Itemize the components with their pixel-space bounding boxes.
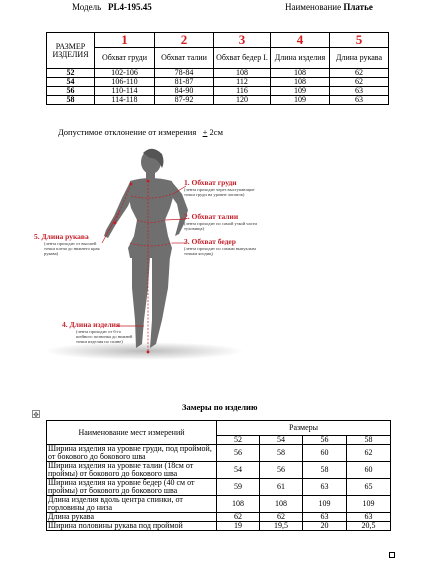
table-row <box>47 479 391 496</box>
table-cell: 112 <box>214 78 271 87</box>
table-cell: 20 <box>303 522 347 531</box>
table-row <box>47 69 389 78</box>
table-cell: 84-90 <box>155 87 214 96</box>
plus-minus-sign: + <box>202 127 208 137</box>
col-number-4: 4 <box>271 33 330 48</box>
table-cell: 87-92 <box>155 96 214 105</box>
table-cell: 58 <box>303 462 347 479</box>
size-corner-label: РАЗМЕР ИЗДЕЛИЯ <box>47 33 95 69</box>
row-label: Ширина половины рукава под проймой <box>47 522 217 531</box>
size-cell: 52 <box>47 69 95 78</box>
table-cell: 62 <box>330 69 389 78</box>
tolerance-note <box>58 127 223 137</box>
table-resize-handle[interactable] <box>389 552 395 558</box>
size-col-header: 52 <box>217 436 260 445</box>
table-cell: 65 <box>347 479 391 496</box>
table-cell: 109 <box>347 496 391 513</box>
name-value: Платье <box>343 2 373 12</box>
table-cell: 63 <box>330 87 389 96</box>
table-cell: 62 <box>217 513 260 522</box>
table-cell: 54 <box>217 462 260 479</box>
row-label: Длина рукава <box>47 513 217 522</box>
table-cell: 108 <box>260 496 303 513</box>
name-line <box>285 2 373 12</box>
size-cell: 58 <box>47 96 95 105</box>
table-cell: 56 <box>217 445 260 462</box>
callout-desc: (лента проходит по самым выпуклым точкам ягодиц) <box>184 246 256 256</box>
table-cell: 63 <box>347 513 391 522</box>
table-row <box>47 87 389 96</box>
table-cell: 108 <box>271 69 330 78</box>
table-cell: 62 <box>347 445 391 462</box>
woman-silhouette <box>104 149 188 348</box>
table-cell: 20,5 <box>347 522 391 531</box>
col-header-sleeve: Длина рукава <box>330 48 389 69</box>
callout-title: 3. Обхват бедер <box>184 237 236 246</box>
table-cell: 56 <box>260 462 303 479</box>
table-cell: 109 <box>303 496 347 513</box>
callout-desc: (лента проходит через выступающие точки груди на уровне лопаток) <box>184 187 255 197</box>
table-cell: 109 <box>271 87 330 96</box>
callout-desc: (лента проходит от 6-го шейного позвонка до нижней точки изделия по спине) <box>76 329 133 344</box>
callout-title: 1. Обхват груди <box>184 178 237 187</box>
col-header-length: Длина изделия <box>271 48 330 69</box>
table-row <box>47 445 391 462</box>
size-table <box>46 32 389 105</box>
size-cell: 54 <box>47 78 95 87</box>
measure-table <box>46 420 391 531</box>
callout-length <box>62 320 152 344</box>
table-cell: 106-110 <box>95 78 155 87</box>
table-cell: 58 <box>260 445 303 462</box>
table-cell: 102-106 <box>95 69 155 78</box>
table-cell: 62 <box>260 513 303 522</box>
row-label: Ширина изделия на уровне бедер (40 см от проймы) от бокового до бокового шва <box>47 479 217 496</box>
table-cell: 62 <box>330 78 389 87</box>
col-number-5: 5 <box>330 33 389 48</box>
table-row <box>47 462 391 479</box>
table-cell: 108 <box>217 496 260 513</box>
measure-table-title: Замеры по изделию <box>182 402 258 412</box>
table-cell: 63 <box>303 513 347 522</box>
table-cell: 114-118 <box>95 96 155 105</box>
tolerance-value: 2см <box>207 127 223 137</box>
table-cell: 108 <box>214 69 271 78</box>
col-number-3: 3 <box>214 33 271 48</box>
table-cell: 63 <box>330 96 389 105</box>
table-row <box>47 496 391 513</box>
callout-hips <box>184 237 324 256</box>
table-row <box>47 78 389 87</box>
size-col-header: 54 <box>260 436 303 445</box>
callout-chest <box>184 178 324 197</box>
table-cell: 63 <box>303 479 347 496</box>
callout-title: 2. Обхват талии <box>184 212 239 221</box>
callout-sleeve <box>34 232 104 256</box>
table-cell: 108 <box>271 78 330 87</box>
size-col-header: 56 <box>303 436 347 445</box>
table-cell: 120 <box>214 96 271 105</box>
model-value: PL4-195.45 <box>107 2 152 12</box>
col-number-1: 1 <box>95 33 155 48</box>
table-cell: 116 <box>214 87 271 96</box>
table-cell: 60 <box>303 445 347 462</box>
size-cell: 56 <box>47 87 95 96</box>
col-header-chest: Обхват груди <box>95 48 155 69</box>
floor-shadow <box>44 342 244 360</box>
col-header-hips: Обхват бедер I. <box>214 48 271 69</box>
callout-waist <box>184 212 324 231</box>
row-label: Ширина изделия на уровне талии (18см от проймы) от бокового до бокового шва <box>47 462 217 479</box>
callout-title: 5. Длина рукава <box>34 232 89 241</box>
callout-desc: (лента проходит от высшей точки плеча до нижнего края рукава) <box>44 241 100 256</box>
table-cell: 19 <box>217 522 260 531</box>
col-header-waist: Обхват талии <box>155 48 214 69</box>
table-row <box>47 96 389 105</box>
callout-title: 4. Длина изделия <box>62 320 121 329</box>
table-cell: 59 <box>217 479 260 496</box>
model-label: Модель <box>72 2 102 12</box>
table-cell: 78-84 <box>155 69 214 78</box>
row-label: Ширина изделия на уровне груди, под проймой, от бокового до бокового шва <box>47 445 217 462</box>
tolerance-text: Допустимое отклонение от измерения <box>58 127 197 137</box>
size-col-header: 58 <box>347 436 391 445</box>
table-row <box>47 522 391 531</box>
row-label: Длина изделия вдоль центра спинки, от горловины до низа <box>47 496 217 513</box>
table-cell: 110-114 <box>95 87 155 96</box>
model-line <box>72 2 152 12</box>
name-label: Наименование <box>285 2 342 12</box>
table-cell: 81-87 <box>155 78 214 87</box>
table-cell: 61 <box>260 479 303 496</box>
move-handle-icon[interactable]: ✥ <box>33 411 39 419</box>
measurement-figure <box>34 148 396 362</box>
table-cell: 109 <box>271 96 330 105</box>
callout-desc: (лента проходит по самой узкой части туловища) <box>184 221 257 231</box>
col-number-2: 2 <box>155 33 214 48</box>
table-cell: 60 <box>347 462 391 479</box>
place-header: Наименование мест измерений <box>47 421 217 445</box>
table-cell: 19,5 <box>260 522 303 531</box>
sizes-header: Размеры <box>217 421 391 436</box>
